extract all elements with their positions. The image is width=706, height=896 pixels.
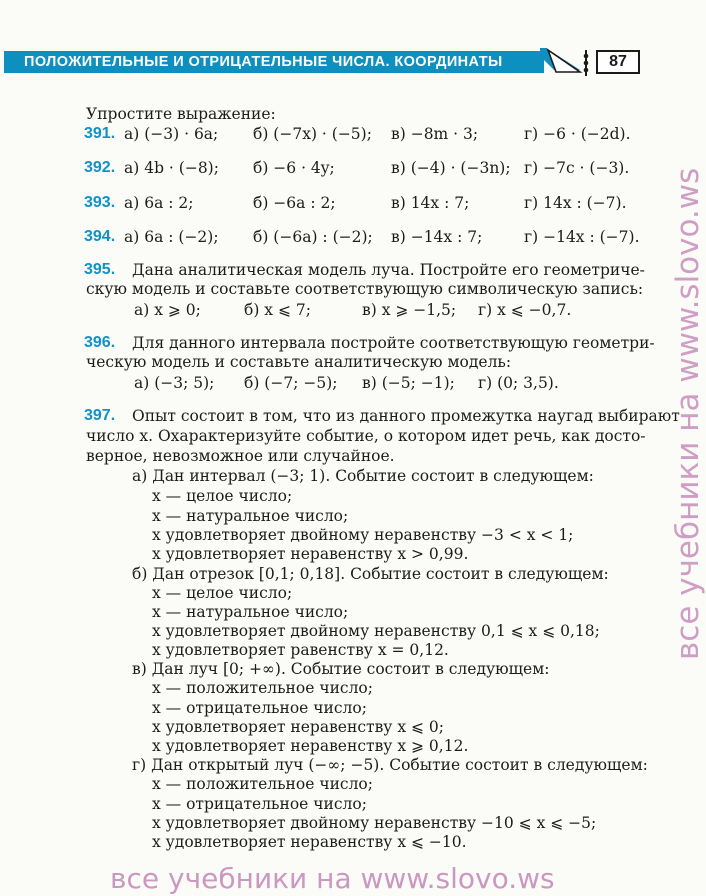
subitem-line: x — натуральное число; xyxy=(152,507,349,525)
exercise-text: ческую модель и составьте аналитическую модель: xyxy=(86,353,512,371)
item-a: а) 4b · (−8); xyxy=(124,159,219,177)
chapter-title: ПОЛОЖИТЕЛЬНЫЕ И ОТРИЦАТЕЛЬНЫЕ ЧИСЛА. КООРДИНАТЫ xyxy=(4,51,544,73)
subitem-line: x удовлетворяет двойному неравенству −10 ⩽ x ⩽ −5; xyxy=(152,814,597,832)
subitem-line: x удовлетворяет неравенству x ⩽ 0; xyxy=(152,718,445,736)
item-a: а) x ⩾ 0; xyxy=(134,301,201,319)
item-a: а) 6a : 2; xyxy=(124,194,194,212)
item-d: г) (0; 3,5). xyxy=(478,374,559,392)
item-b: б) −6 · 4y; xyxy=(253,159,335,177)
exercise-number: 394. xyxy=(84,228,116,245)
item-d: г) 14x : (−7). xyxy=(524,194,627,212)
exercise-text: Опыт состоит в том, что из данного промежутка наугад выбирают xyxy=(132,407,680,425)
item-a: а) (−3; 5); xyxy=(134,374,215,392)
exercise-text: скую модель и составьте соответствующую символическую запись: xyxy=(86,280,644,298)
subitem-line: x — отрицательное число; xyxy=(152,699,367,717)
subitem-line: x удовлетворяет равенству x = 0,12. xyxy=(152,641,449,659)
exercise-number: 391. xyxy=(84,125,116,142)
subitem-line: x — натуральное число; xyxy=(152,603,349,621)
subitem-line: x — целое число; xyxy=(152,487,293,505)
page-header xyxy=(0,46,640,80)
subitem-heading: в) Дан луч [0; +∞). Событие состоит в следующем: xyxy=(132,660,550,678)
item-d: г) −7c · (−3). xyxy=(524,159,630,177)
item-c: в) x ⩾ −1,5; xyxy=(362,301,457,319)
subitem-line: x — отрицательное число; xyxy=(152,795,367,813)
header-arrow-icon xyxy=(540,46,590,80)
item-c: в) 14x : 7; xyxy=(391,194,470,212)
subitem-line: x удовлетворяет неравенству x ⩾ 0,12. xyxy=(152,737,469,755)
watermark-side: все учебники на www.slovo.ws xyxy=(670,167,706,660)
item-b: б) −6a : 2; xyxy=(253,194,336,212)
section-intro: Упростите выражение: xyxy=(86,105,276,123)
item-d: г) −14x : (−7). xyxy=(524,228,640,246)
exercise-number: 396. xyxy=(84,334,116,351)
item-b: б) (−6a) : (−2); xyxy=(253,228,373,246)
subitem-line: x — положительное число; xyxy=(152,679,373,697)
exercise-number: 392. xyxy=(84,159,116,176)
subitem-heading: а) Дан интервал (−3; 1). Событие состоит в следующем: xyxy=(132,467,594,485)
item-c: в) (−5; −1); xyxy=(362,374,455,392)
exercise-text: верное, невозможное или случайное. xyxy=(86,447,395,465)
item-b: б) (−7x) · (−5); xyxy=(253,125,372,143)
exercise-text: Для данного интервала постройте соответствующую геометри- xyxy=(132,334,655,352)
item-b: б) (−7; −5); xyxy=(244,374,338,392)
subitem-heading: г) Дан открытый луч (−∞; −5). Событие состоит в следующем: xyxy=(132,756,648,774)
subitem-line: x удовлетворяет двойному неравенству −3 < x < 1; xyxy=(152,526,574,544)
item-d: г) −6 · (−2d). xyxy=(524,125,631,143)
item-c: в) −14x : 7; xyxy=(391,228,483,246)
item-b: б) x ⩽ 7; xyxy=(244,301,311,319)
subitem-line: x удовлетворяет двойному неравенству 0,1 ⩽ x ⩽ 0,18; xyxy=(152,622,600,640)
subitem-line: x — положительное число; xyxy=(152,775,373,793)
item-c: в) −8m · 3; xyxy=(391,125,479,143)
subitem-line: x удовлетворяет неравенству x ⩽ −10. xyxy=(152,833,467,851)
subitem-line: x удовлетворяет неравенству x > 0,99. xyxy=(152,545,469,563)
exercise-number: 397. xyxy=(84,407,116,424)
watermark-bottom: все учебники на www.slovo.ws xyxy=(110,862,555,895)
exercise-number: 393. xyxy=(84,194,116,211)
exercise-text: Дана аналитическая модель луча. Постройте его геометриче- xyxy=(132,261,645,279)
item-d: г) x ⩽ −0,7. xyxy=(478,301,572,319)
exercise-text: число x. Охарактеризуйте событие, о котором идет речь, как досто- xyxy=(86,427,646,445)
page-number: 87 xyxy=(596,50,640,74)
item-a: а) (−3) · 6a; xyxy=(124,125,219,143)
subitem-line: x — целое число; xyxy=(152,584,293,602)
item-a: а) 6a : (−2); xyxy=(124,228,219,246)
exercise-number: 395. xyxy=(84,261,116,278)
subitem-heading: б) Дан отрезок [0,1; 0,18]. Событие состоит в следующем: xyxy=(132,565,609,583)
item-c: в) (−4) · (−3n); xyxy=(391,159,511,177)
